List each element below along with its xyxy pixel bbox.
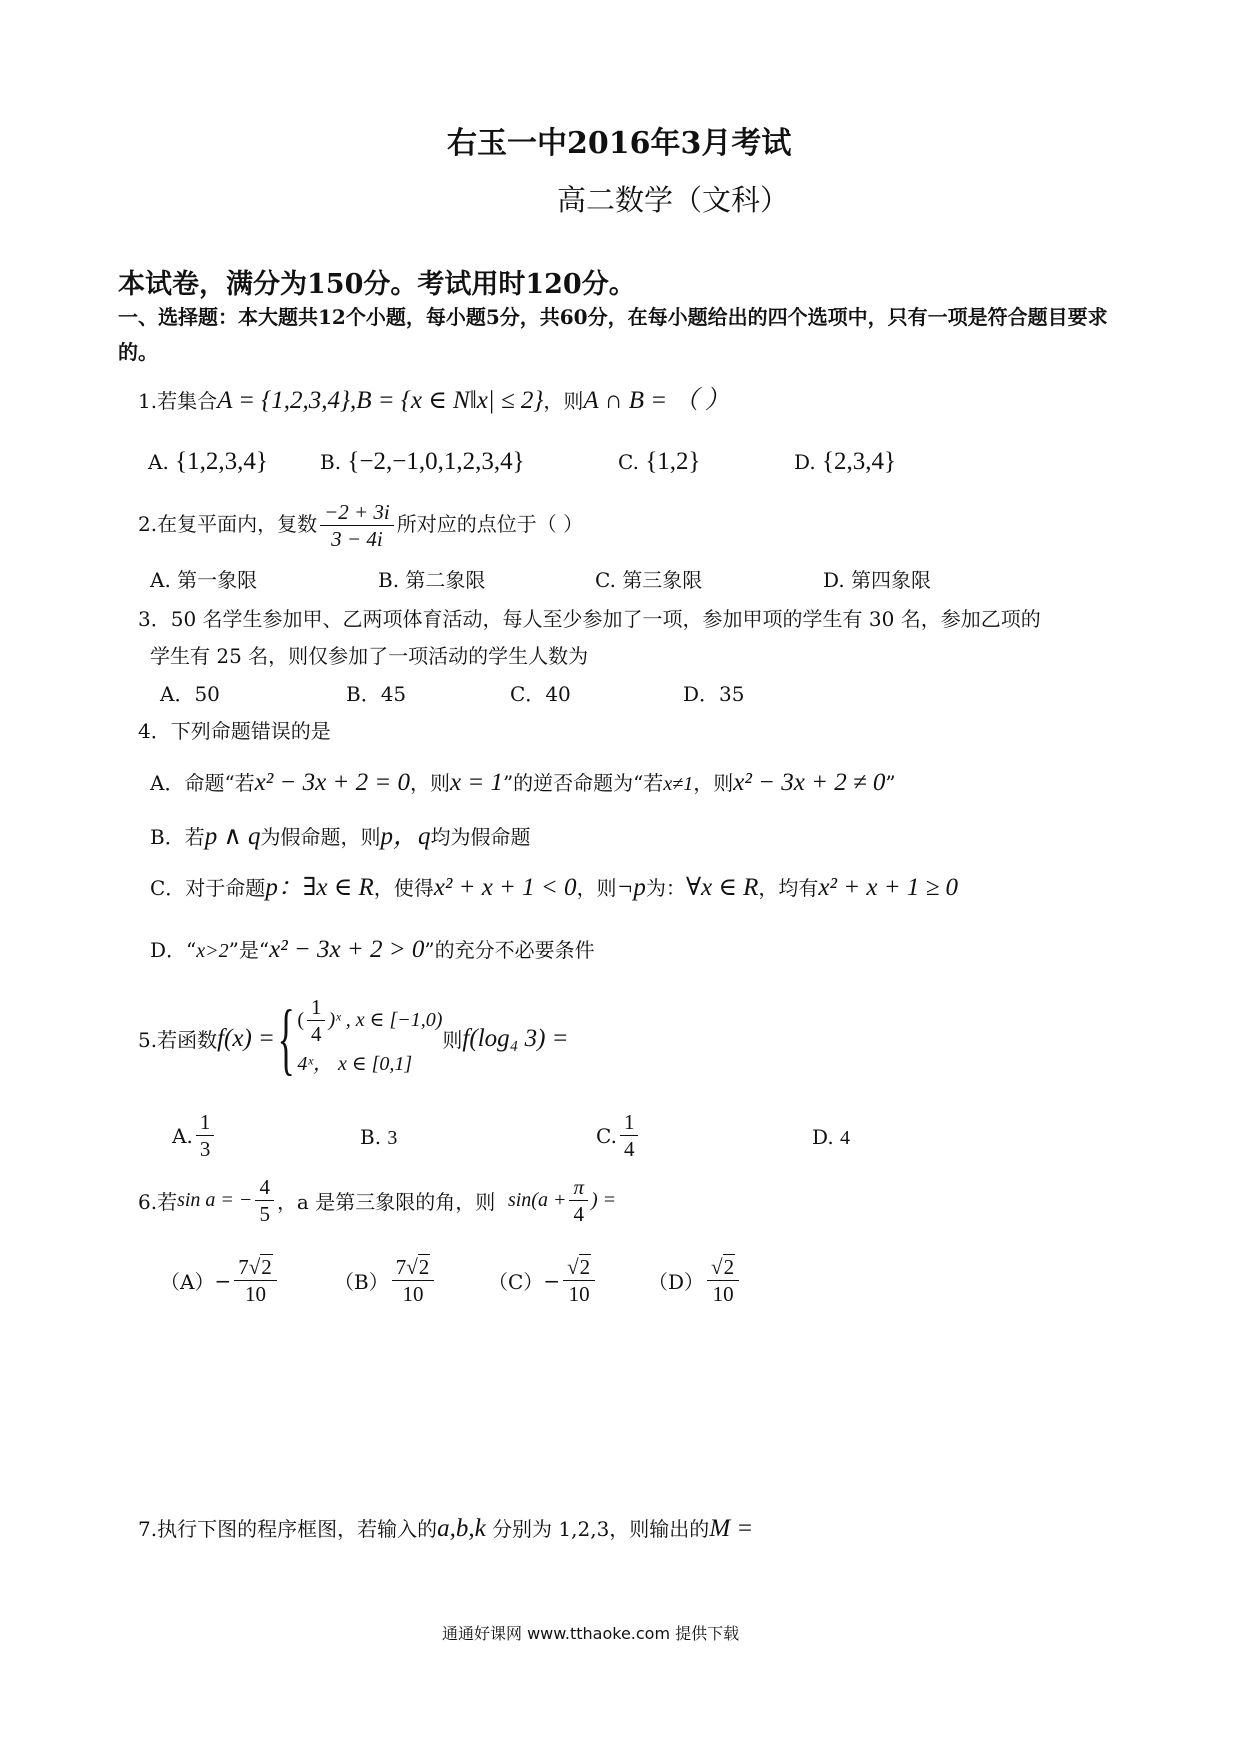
q1-set-a: A = {1,2,3,4} xyxy=(217,387,351,414)
q2-suffix: 所对应的点位于（ ） xyxy=(396,512,584,536)
q2-option-b-label: B. xyxy=(378,568,400,592)
q4-a-text-5: ” xyxy=(885,771,896,795)
q4-d-math-1: x>2 xyxy=(196,940,229,962)
q2-option-b-value: 第二象限 xyxy=(405,568,486,592)
q4-b-math-2: p，q xyxy=(380,823,431,850)
q1-set-b: ,B = {x ∈ N‖x| ≤ 2} xyxy=(350,387,544,414)
q1-option-a-value: {1,2,3,4} xyxy=(175,448,268,475)
q6-ask-den: 4 xyxy=(573,1202,584,1226)
q4-a-text-2: ，则 xyxy=(409,771,450,795)
q4-option-d xyxy=(150,934,595,964)
q5-case-1-rest: )ˣ , x ∈ [−1,0) xyxy=(328,1009,443,1031)
q6-option-b-fraction xyxy=(392,1255,435,1306)
q4-b-math-1: p ∧ q xyxy=(204,823,261,850)
q4-c-text-2: ，使得 xyxy=(373,876,434,900)
q5-case-1-fraction xyxy=(307,995,326,1046)
q6-option-d-num xyxy=(707,1255,739,1281)
q5-option-d-label: D. xyxy=(812,1125,834,1149)
q1-option-d xyxy=(794,448,896,476)
q3-option-c xyxy=(510,678,571,707)
sqrt-icon: √2 xyxy=(248,1255,272,1279)
q5-option-c-label: C. xyxy=(596,1123,617,1148)
q4-c-math-5: x² + x + 1 ≥ 0 xyxy=(818,874,959,901)
question-2-stem xyxy=(138,500,583,551)
q5-function: f(x) = xyxy=(217,1024,275,1052)
q4-option-c xyxy=(150,867,958,903)
q6-option-a-den: 10 xyxy=(244,1282,266,1306)
q5-option-c-num: 1 xyxy=(620,1110,639,1136)
exam-subtitle: 高二数学（文科） xyxy=(557,183,790,217)
q2-option-d xyxy=(823,564,931,593)
q5-option-c xyxy=(596,1110,641,1161)
q5-option-a-fraction xyxy=(196,1110,215,1161)
q6-option-b xyxy=(334,1255,437,1306)
q2-numerator: −2 + 3i xyxy=(320,500,394,526)
question-5-stem xyxy=(138,995,569,1082)
q5-option-b-label: B. xyxy=(360,1125,382,1149)
q1-option-b-label: B. xyxy=(320,450,342,474)
q6-option-b-label: （B） xyxy=(334,1270,389,1294)
question-3-line-1: 3．50 名学生参加甲、乙两项体育活动，每人至少参加了一项，参加甲项的学生有 30 名，参加乙项的 xyxy=(138,607,1041,631)
q3-option-a-label: A． xyxy=(160,682,195,706)
q3-option-d xyxy=(683,678,745,707)
q5-brace: { xyxy=(277,994,295,1083)
q4-b-text-1: B．若 xyxy=(150,825,205,849)
q4-c-math-3: ¬p xyxy=(616,874,646,901)
q5-case-1-num: 1 xyxy=(307,995,326,1021)
q7-prefix: 7.执行下图的程序框图，若输入的 xyxy=(138,1517,438,1541)
q3-option-d-value: 35 xyxy=(719,682,745,706)
exam-title: 右玉一中2016年3月考试 xyxy=(447,126,792,161)
sqrt-icon: √2 xyxy=(567,1255,591,1279)
q4-d-math-2: x² − 3x + 2 > 0 xyxy=(269,936,425,963)
q5-option-d xyxy=(812,1125,850,1150)
q6-ask-suffix: ) = xyxy=(590,1189,617,1211)
page-footer: 通通好课网 www.tthaoke.com 提供下载 xyxy=(442,1624,740,1643)
q6-numerator: 4 xyxy=(255,1175,274,1201)
q5-option-b-value: 3 xyxy=(387,1127,398,1149)
q4-b-text-2: 为假命题，则 xyxy=(260,825,381,849)
q6-option-d-den: 10 xyxy=(712,1282,734,1306)
q2-option-c-label: C. xyxy=(595,568,616,592)
q6-option-c xyxy=(488,1255,598,1306)
q6-option-c-num xyxy=(563,1255,595,1281)
q4-a-text-3: ”的逆否命题为“若 xyxy=(502,771,664,795)
q3-option-b-value: 45 xyxy=(380,682,407,706)
question-3-line-2: 学生有 25 名，则仅参加了一项活动的学生人数为 xyxy=(150,644,589,668)
q6-option-a-num xyxy=(234,1255,277,1281)
q6-option-d-fraction xyxy=(707,1255,739,1306)
section-heading: 一、选择题：本大题共12个小题，每小题5分，共60分，在每小题给出的四个选项中，只有一项是符合题目要求的。 xyxy=(118,305,1108,364)
q1-option-a-label: A. xyxy=(148,450,169,474)
q6-sin-a: sin a = − xyxy=(177,1189,253,1211)
q1-option-c-value: {1,2} xyxy=(645,448,701,475)
q4-a-math-4: x² − 3x + 2 ≠ 0 xyxy=(733,769,886,796)
q4-c-math-4: ∀x ∈ R xyxy=(685,874,759,901)
q6-option-c-sign: − xyxy=(543,1268,561,1293)
q2-option-a xyxy=(150,564,257,593)
q6-option-a-radicand: 2 xyxy=(261,1255,272,1279)
q2-option-a-value: 第一象限 xyxy=(177,568,258,592)
q6-ask-fraction xyxy=(569,1175,588,1226)
q6-option-c-fraction xyxy=(563,1255,595,1306)
q4-c-text-4: 为： xyxy=(645,876,686,900)
q6-mid: ，a 是第三象限的角，则 xyxy=(276,1190,496,1214)
q6-ask-num: π xyxy=(569,1175,588,1201)
q4-option-a xyxy=(150,767,896,797)
q5-option-c-fraction xyxy=(620,1110,639,1161)
q1-option-a xyxy=(148,448,268,476)
q4-a-text-1: A．命题“若 xyxy=(150,771,255,795)
q1-option-d-label: D. xyxy=(794,450,816,474)
q4-d-text-2: ”是“ xyxy=(228,938,270,962)
question-1-stem xyxy=(138,380,730,416)
q4-a-text-4: ，则 xyxy=(693,771,734,795)
q5-option-a-label: A. xyxy=(172,1123,193,1148)
q3-option-b-label: B． xyxy=(346,682,381,706)
q5-option-c-den: 4 xyxy=(623,1137,635,1161)
q1-prefix: 1.若集合 xyxy=(138,389,218,413)
q5-case-1: ( $\frac{1}{4}$ )ˣ , x ∈ [−1,0) xyxy=(297,995,443,1046)
q2-option-a-label: A. xyxy=(150,568,171,592)
q3-option-c-value: 40 xyxy=(545,682,571,706)
q2-option-c-value: 第三象限 xyxy=(622,568,703,592)
q3-option-a-value: 50 xyxy=(194,682,220,706)
q6-fraction xyxy=(255,1175,274,1226)
q6-option-c-den: 10 xyxy=(568,1282,590,1306)
q6-denominator: 5 xyxy=(259,1202,270,1226)
q5-option-b xyxy=(360,1125,397,1150)
q6-option-b-radicand: 2 xyxy=(418,1255,430,1279)
q4-c-text-3: ，则 xyxy=(576,876,617,900)
q7-mid: 分别为 1,2,3，则输出的 xyxy=(492,1517,710,1541)
q7-vars: a,b,k xyxy=(437,1515,486,1542)
q2-option-c xyxy=(595,564,702,593)
q4-c-math-2: x² + x + 1 < 0 xyxy=(433,874,577,901)
q4-d-text-3: ”的充分不必要条件 xyxy=(424,938,595,962)
q1-ask: A ∩ B = （ ） xyxy=(583,387,730,414)
q6-option-c-label: （C） xyxy=(488,1270,544,1294)
q1-option-c-label: C. xyxy=(618,450,639,474)
q2-fraction xyxy=(320,500,394,551)
q5-case-1-den: 4 xyxy=(310,1022,322,1046)
q6-ask-prefix: sin(a + xyxy=(507,1189,567,1211)
q6-option-a-sign: − xyxy=(214,1268,232,1293)
q4-b-text-3: 均为假命题 xyxy=(430,825,531,849)
q4-a-math-3: x≠1 xyxy=(663,773,694,795)
q6-option-c-radicand: 2 xyxy=(579,1255,591,1279)
q6-option-a-fraction xyxy=(234,1255,277,1306)
q2-option-d-label: D. xyxy=(823,568,845,592)
q5-prefix: 5.若函数 xyxy=(138,1028,218,1052)
q6-option-a-label: （A） xyxy=(160,1270,215,1294)
q1-option-b xyxy=(320,448,525,476)
q4-c-math-1: p：∃x ∈ R xyxy=(265,874,374,901)
q4-c-text-1: C．对于命题 xyxy=(150,876,266,900)
q5-option-d-value: 4 xyxy=(840,1127,851,1149)
sqrt-icon: √2 xyxy=(711,1255,735,1279)
q4-a-math-1: x² − 3x + 2 = 0 xyxy=(254,769,410,796)
q5-option-a-num: 1 xyxy=(196,1110,215,1136)
q4-c-text-5: ，均有 xyxy=(758,876,819,900)
q1-suffix: ，则 xyxy=(543,389,584,413)
q2-option-d-value: 第四象限 xyxy=(851,568,932,592)
q3-option-b xyxy=(346,678,406,707)
q5-ask: f(log₄ 3) = xyxy=(462,1024,569,1052)
q5-then: 则 xyxy=(442,1028,463,1052)
question-4-stem: 4．下列命题错误的是 xyxy=(138,719,331,743)
q2-denominator: 3 − 4i xyxy=(331,527,383,551)
question-6-stem xyxy=(138,1175,616,1226)
sqrt-icon: √2 xyxy=(406,1255,430,1279)
q5-option-a-den: 3 xyxy=(199,1137,211,1161)
q6-option-d-label: （D） xyxy=(648,1270,705,1294)
q6-option-a xyxy=(160,1255,280,1306)
q1-option-b-value: {−2,−1,0,1,2,3,4} xyxy=(347,448,525,475)
q2-option-b xyxy=(378,564,485,593)
q4-option-b xyxy=(150,816,531,852)
q6-prefix: 6.若 xyxy=(138,1190,178,1214)
q1-option-c xyxy=(618,448,701,476)
q5-case-2: 4ˣ， x ∈ [0,1] xyxy=(297,1053,413,1075)
q1-option-d-value: {2,3,4} xyxy=(822,448,897,475)
exam-notice: 本试卷，满分为150分。考试用时120分。 xyxy=(118,269,636,300)
q6-option-d xyxy=(648,1255,742,1306)
q5-cases xyxy=(297,995,442,1082)
q6-option-b-den: 10 xyxy=(402,1282,424,1306)
q6-option-b-coef: 7 xyxy=(395,1255,407,1279)
question-7-stem xyxy=(138,1513,753,1543)
q2-prefix: 2.在复平面内，复数 xyxy=(138,512,318,536)
q4-a-math-2: x = 1 xyxy=(449,769,503,796)
q7-ask: M = xyxy=(709,1515,754,1542)
q3-option-c-label: C． xyxy=(510,682,546,706)
q3-option-a xyxy=(160,678,220,707)
q6-option-a-coef: 7 xyxy=(238,1255,249,1279)
q6-option-b-num xyxy=(392,1255,435,1281)
q3-option-d-label: D． xyxy=(683,682,720,706)
q4-d-text-1: D．“ xyxy=(150,938,197,962)
q6-option-d-radicand: 2 xyxy=(723,1255,735,1279)
q5-option-a xyxy=(172,1110,217,1161)
